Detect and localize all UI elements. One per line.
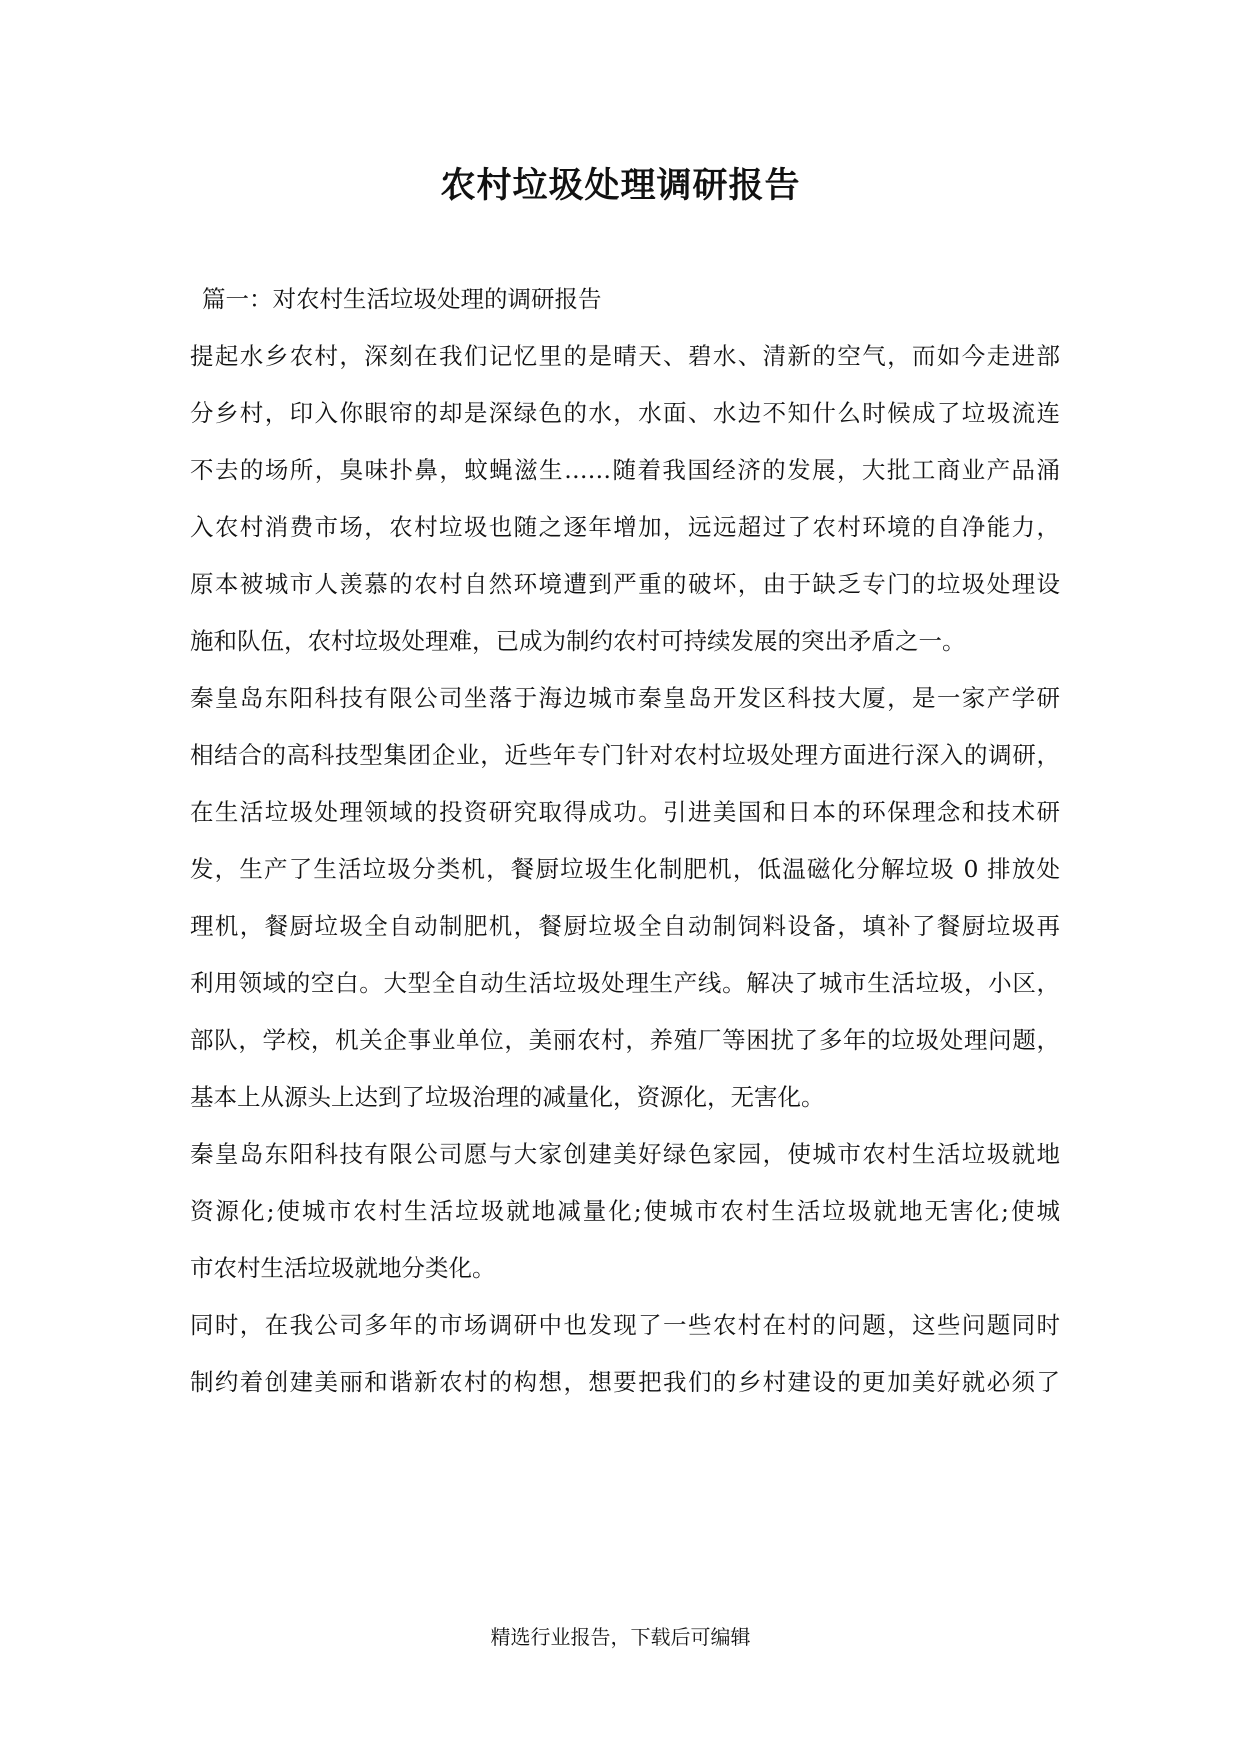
body-line-17: 市农村生活垃圾就地分类化。: [190, 1254, 496, 1282]
body-line-3: 不去的场所，臭味扑鼻，蚊蝇滋生……随着我国经济的发展，大批工商业产品涌: [190, 456, 1060, 484]
body-line-2: 分乡村，印入你眼帘的却是深绿色的水，水面、水边不知什么时候成了垃圾流连: [190, 399, 1060, 427]
body-line-6: 施和队伍，农村垃圾处理难，已成为制约农村可持续发展的突出矛盾之一。: [190, 627, 966, 655]
body-line-16: 资源化;使城市农村生活垃圾就地减量化;使城市农村生活垃圾就地无害化;使城: [190, 1197, 1060, 1225]
body-line-13: 部队，学校，机关企事业单位，美丽农村，养殖厂等困扰了多年的垃圾处理问题，: [190, 1026, 1060, 1054]
page-footer: 精选行业报告，下载后可编辑: [490, 1625, 751, 1649]
section-subtitle: 篇一：对农村生活垃圾处理的调研报告: [202, 285, 602, 313]
body-line-8: 相结合的高科技型集团企业，近些年专门针对农村垃圾处理方面进行深入的调研，: [190, 741, 1060, 769]
body-line-4: 入农村消费市场，农村垃圾也随之逐年增加，远远超过了农村环境的自净能力，: [190, 513, 1060, 541]
body-line-11: 理机，餐厨垃圾全自动制肥机，餐厨垃圾全自动制饲料设备，填补了餐厨垃圾再: [190, 912, 1060, 940]
body-line-9: 在生活垃圾处理领域的投资研究取得成功。引进美国和日本的环保理念和技术研: [190, 798, 1060, 826]
body-line-1: 提起水乡农村，深刻在我们记忆里的是晴天、碧水、清新的空气，而如今走进部: [190, 342, 1060, 370]
body-line-7: 秦皇岛东阳科技有限公司坐落于海边城市秦皇岛开发区科技大厦，是一家产学研: [190, 684, 1060, 712]
body-line-15: 秦皇岛东阳科技有限公司愿与大家创建美好绿色家园，使城市农村生活垃圾就地: [190, 1140, 1060, 1168]
body-line-14: 基本上从源头上达到了垃圾治理的减量化，资源化，无害化。: [190, 1083, 825, 1111]
body-line-5: 原本被城市人羡慕的农村自然环境遭到严重的破坏，由于缺乏专门的垃圾处理设: [190, 570, 1060, 598]
body-line-19: 制约着创建美丽和谐新农村的构想，想要把我们的乡村建设的更加美好就必须了: [190, 1368, 1060, 1396]
body-line-12: 利用领域的空白。大型全自动生活垃圾处理生产线。解决了城市生活垃圾，小区，: [190, 969, 1060, 997]
body-line-10: 发，生产了生活垃圾分类机，餐厨垃圾生化制肥机，低温磁化分解垃圾 0 排放处: [190, 855, 1060, 883]
document-title: 农村垃圾处理调研报告: [440, 165, 801, 206]
body-line-18: 同时，在我公司多年的市场调研中也发现了一些农村在村的问题，这些问题同时: [190, 1311, 1060, 1339]
